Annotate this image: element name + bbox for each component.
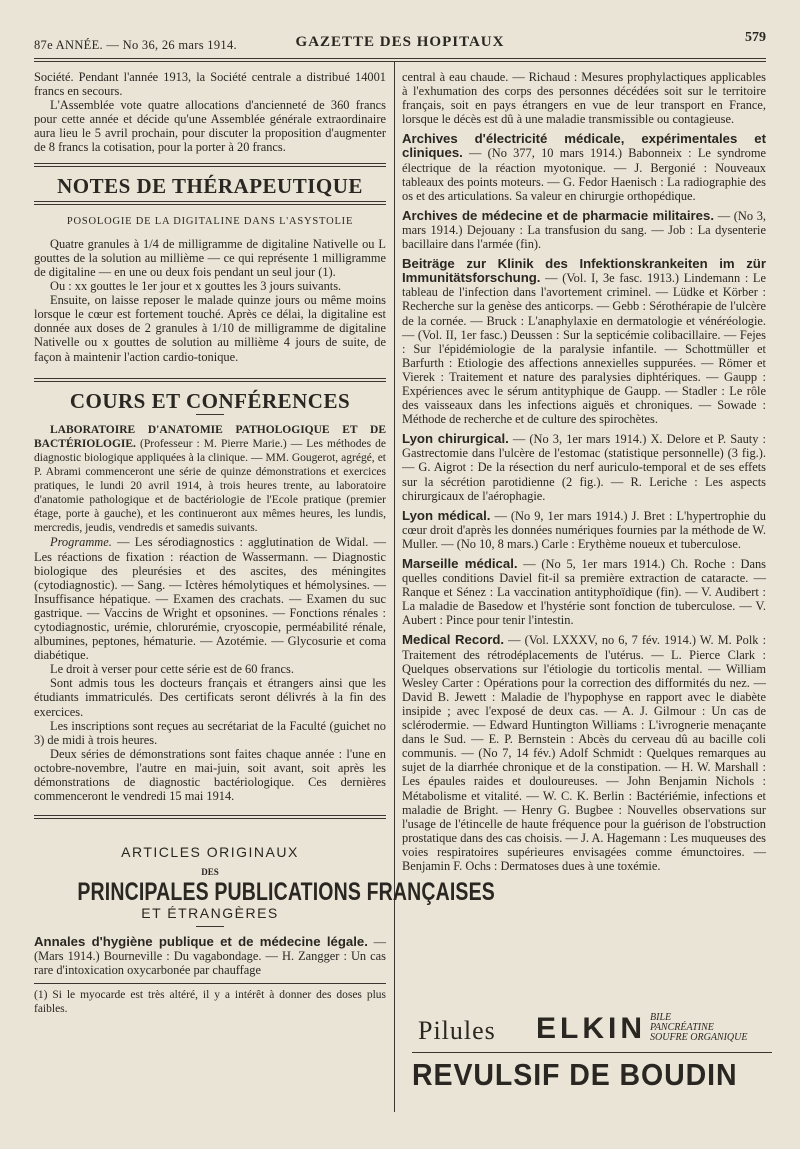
entry-text: — (Vol. LXXXV, no 6, 7 fév. 1914.) W. M. Polk : Traitement des rétrodéplacements de l'utérus. — L. Pierce Clark : Quelques observations sur l'étiologie du torticolis mental. — William Wesley Carter : Opérations pour la correction des difformités du nez. — David B. Jewett : Maladie de l'hypophyse en rapport avec le diabète insipide ; avec l'exposé de deux cas. — A. J. Gilmour : Un cas de sclérodermie. — Edward Huntington Williams : L'ivrognerie menaçante dans le Sud. — E. P. Bernstein : Abcès du cerveau dû au bacille coli communis. — (No 7, 14 fév.) Adolf Schmidt : Quelques remarques au sujet de la diarrhée chronique et de la constipation. — H. W. Marshall : Les épaules raides et douloureuses. — John Benjamin Nichols : Métabolisme et vitalité. — W. C. K. Berlin : Bactériémie, infections et maladie de Bright. — Henry G. Bugbee : Nouvelles observations sur l'usage de l'étincelle de haute fréquence pour la guérison de l'obstruction prostatique dans des cas choisis. — J. A. Hagemann : Les muqueuses des voies respiratoires supérieures envisagées comme émunctoires. — Benjamin F. Ochs : Dermatoses dues à une toxémie. — [402, 633, 767, 873]
elkin-ingredients — [650, 1013, 747, 1043]
journal-entry — [402, 509, 766, 551]
articles-line-3: PRINCIPALES PUBLICATIONS FRANÇAISES — [77, 878, 495, 907]
paragraph — [34, 423, 386, 536]
journal-entry — [402, 633, 766, 873]
entry-text: — (No 9, 1er mars 1914.) J. Bret : L'hypertrophie du cœur droit d'après les données numériques fournies par la méthode de W. Muller. — (No 10, 8 mars.) Carle : Erythème noueux et tuberculose. — [402, 508, 766, 551]
paragraph: central à eau chaude. — Richaud : Mesures prophylactiques applicables à l'exhumation des corps des personnes décédées soit sur le territoire français, soit en pays étrangers en vue de leur transport en France, lorsque le décès est dû à une maladie transmissible ou contagieuse. — [402, 70, 766, 127]
articles-line-2: DES — [201, 867, 219, 878]
journal-entry — [402, 209, 766, 251]
ingredient: SOUFRE ORGANIQUE — [650, 1032, 748, 1043]
journal-entry — [402, 432, 766, 502]
boudin-advert — [412, 1052, 772, 1099]
articles-header — [34, 831, 495, 926]
notes-title: NOTES DE THÉRAPEUTIQUE — [57, 173, 363, 198]
entry-text: — (No 3, mars 1914.) Dejouany : La transfusion du sang. — Job : La dysenterie bacillaire dans l'armée (fin). — [402, 208, 766, 252]
paragraph: L'Assemblée vote quatre allocations d'ancienneté de 360 francs pour cette année et décide qu'une Assemblée générale extraordinaire aura lieu le 5 avril prochain, pour discuter la proposition d'augmenter de 8 francs la cotisation, pour la porter à 20 francs. — [34, 98, 386, 155]
short-rule — [196, 414, 224, 415]
section-rule — [34, 378, 386, 382]
cours-title: COURS ET CONFÉRENCES — [69, 388, 351, 413]
journal-entries — [402, 132, 766, 873]
journal-name: Beiträge zur Klinik des Infektionskrankeiten im zür Immunitätsforschung. — [402, 256, 766, 286]
journal-entry — [402, 132, 766, 202]
section-rule — [34, 201, 386, 205]
annales-entry — [34, 935, 386, 977]
lab-text: (Professeur : M. Pierre Marie.) — Les méthodes de diagnostic biologique appliquées à la clinique. — MM. Gougerot, agrégé, et P. Abrami commenceront une série de quinze démonstrations et exercices pratiques, le lundi 20 avril 1914, à trois heures trente, au laboratoire d'anatomie pathologique et de bactériologie de l'Ecole pratique (premier étage, porte à gauche), et les continueront aux mêmes heures, les lundis, mercredis, jeudis, vendredis et samedis suivants. — [34, 437, 387, 535]
issue-info: 87e ANNÉE. — No 36, 26 mars 1914. — [34, 38, 237, 52]
journal-name: Archives d'électricité médicale, expérimentales et cliniques. — [402, 131, 766, 161]
paragraph: Quatre granules à 1/4 de milligramme de digitaline Nativelle ou L gouttes de la solution au millième — ce qui représente 1 milligramme de digitaline — en une ou deux fois pendant un seul jour (1). — [34, 236, 386, 279]
page-number: 579 — [745, 30, 766, 45]
journal-name: Lyon chirurgical. — [402, 431, 509, 447]
boudin-text: REVULSIF DE BOUDIN — [412, 1057, 738, 1092]
ingredient: BILE — [650, 1012, 672, 1023]
paragraph: Les inscriptions sont reçues au secrétariat de la Faculté (guichet no 3) de midi à trois heures. — [34, 718, 386, 747]
elkin-brand: ELKIN — [536, 1012, 646, 1045]
paragraph: Le droit à verser pour cette série est de 60 francs. — [50, 662, 294, 677]
entry-text: — (Mars 1914.) Bourneville : Du vagabondage. — H. Zangger : Un cas rare d'intoxication oxycarbonée par chauffage — [34, 934, 386, 977]
articles-line-1: ARTICLES ORIGINAUX — [121, 844, 299, 861]
elkin-advert — [418, 1010, 768, 1050]
paragraph — [34, 535, 386, 662]
journal-entry — [402, 557, 766, 627]
ingredient: PANCRÉATINE — [650, 1022, 714, 1033]
journal-name: Annales d'hygiène publique et de médecine légale. — [34, 933, 368, 949]
entry-text: — (Vol. I, 3e fasc. 1913.) Lindemann : Le tableau de l'infection dans l'avortement criminel. — Lüdke et Körber : Recherche sur la genèse des anticorps. — Gebb : Sérothérapie de l'ulcère de la cornée. — Bruck : L'anaphylaxie en dermatologie et vénéréologie. — (Vol. II, 1er fasc.) Deussen : Sur la septicémie colibacillaire. — Fejes : Sur l'épidémiologie de la paralysie infantile. — Schottmüller et Barfurth : Etiologie des affections annexielles suppurées. — Römer et Vierek : Traitement et nature des paralysies diphtériques. — Gaupp : Expériences avec le sérum antityphique de Gaupp. — Stadler : Le rôle des vaisseaux dans les infections aiguës et chroniques. — Sowade : Méthode de recherche et de culture des spirochètes. — [402, 271, 766, 427]
notes-subtitle: POSOLOGIE DE LA DIGITALINE DANS L'ASYSTOLIE — [66, 215, 354, 227]
column-divider — [394, 62, 395, 1112]
section-rule — [34, 163, 386, 167]
programme-text: — Les sérodiagnostics : agglutination de Widal. — Les réactions de fixation : réaction de Wassermann. — Diagnostic biologique des pleurésies et des ascites, des méningites (cytodiagnostic). — Sang. — Ictères hémolytiques et hémolysines. — Insuffisance hépatique. — Examen des crachats. — Examen du suc gastrique. — Vaccins de Wright et opsonines. — Fonctions rénales : cytodiagnostic, urémie, chlorurémie, cryoscopie, perméabilité rénale, albumines, peptones, hématurie. — Azotémie. — Glycosurie et coma diabétique. — [34, 535, 386, 663]
journal-name: Archives de médecine et de pharmacie militaires. — [402, 207, 715, 223]
journal-entry — [402, 257, 766, 426]
paragraph: Deux séries de démonstrations sont faites chaque année : l'une en octobre-novembre, l'autre en mai-juin, soit avant, soit après les démonstrations de diagnostic bactériologique. Ces dernières commenceront le vendredi 15 mai 1914. — [34, 746, 386, 804]
journal-name: Medical Record. — [402, 632, 505, 648]
programme-label: Programme. — [50, 535, 112, 550]
header-rule — [34, 58, 766, 62]
paragraph: Ou : xx gouttes le 1er jour et x gouttes les 3 jours suivants. — [50, 279, 342, 294]
journal-name: Marseille médical. — [402, 556, 518, 571]
journal-name: Lyon médical. — [402, 507, 491, 523]
entry-text: — (No 5, 1er mars 1914.) Ch. Roche : Dans quelles conditions Daviel fit-il sa première extraction de cataracte. — Ranque et Sénez : La vaccination antityphoïdique (fin). — V. Audibert : La maladie de Basedow et l'hystérie sont fonction de tuberculose. — V. Aubert : Pince pour tenir l'intestin. — [402, 557, 766, 628]
paragraph: Sont admis tous les docteurs français et étrangers ainsi que les étudiants immatriculés. Des certificats seront délivrés à la fin des exercices. — [34, 676, 386, 719]
entry-text: — (No 377, 10 mars 1914.) Babonneix : Le syndrome électrique de la réaction myotonique. — J. Bergonié : Nouveaux tableaux des points moteurs. — G. Fedor Haenisch : La radiographie des os et des articulations. Sa valeur en chirurgie orthopédique. — [402, 146, 766, 203]
elkin-pilules: Pilules — [418, 1016, 496, 1045]
section-rule — [34, 815, 386, 819]
paragraph: Société. Pendant l'année 1913, la Société centrale a distribué 14001 francs en secours. — [34, 70, 386, 99]
short-rule — [196, 926, 224, 927]
right-column — [402, 70, 766, 879]
paragraph: Ensuite, on laisse reposer le malade quinze jours ou même moins lorsque le cœur est fortement touché. Après ce délai, la digitaline est donnée aux doses de 2 granules à 1/10 de milligramme de digitaline Nativelle ou x gouttes de solution au millième 4 jours de suite, de façon à maintenir l'action cardio-tonique. — [34, 293, 386, 364]
footnote: (1) Si le myocarde est très altéré, il y a intérêt à donner des doses plus faibles. — [34, 983, 386, 1016]
lab-name: LABORATOIRE D'ANATOMIE PATHOLOGIQUE ET DE BACTÉRIOLOGIE. — [34, 423, 386, 450]
journal-title: GAZETTE DES HOPITAUX — [295, 34, 505, 50]
entry-text: — (No 3, 1er mars 1914.) X. Delore et P. Sauty : Gastrectomie dans l'ulcère de l'estomac (statistique personnelle) (3 fig.). — G. Aigrot : De la résection du nerf auriculo-temporal et de ses effets sur la sécrétion parotidienne (2 fig.). — R. Leriche : Les aspects chirurgicaux de l'aérophagie. — [402, 432, 766, 503]
articles-line-4: ET ÉTRANGÈRES — [141, 904, 279, 921]
page-header — [34, 30, 766, 56]
